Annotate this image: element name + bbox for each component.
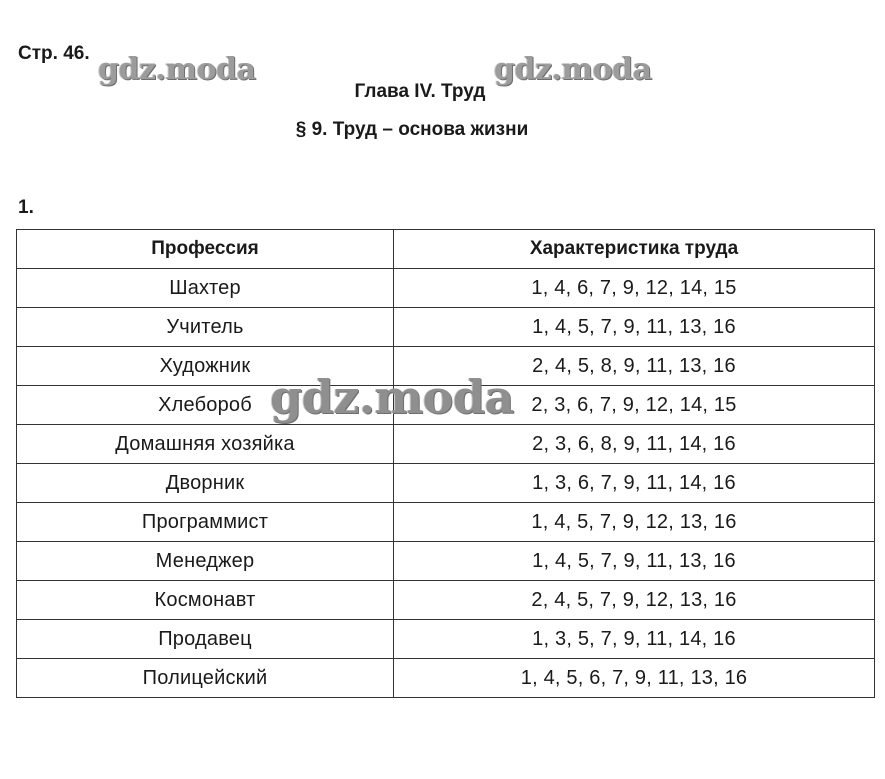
- characteristics-cell: 1, 4, 5, 7, 9, 12, 13, 16: [394, 503, 875, 542]
- table-row: [17, 659, 875, 698]
- characteristics-cell: 2, 4, 5, 8, 9, 11, 13, 16: [394, 347, 875, 386]
- table-header-row: [17, 230, 875, 269]
- profession-cell: Домашняя хозяйка: [17, 425, 394, 464]
- table-row: [17, 620, 875, 659]
- task-number: 1.: [18, 197, 34, 218]
- table-row: [17, 425, 875, 464]
- watermark: gdz.moda: [98, 52, 256, 87]
- answer-table: [16, 229, 875, 698]
- profession-cell: Космонавт: [17, 581, 394, 620]
- characteristics-cell: 2, 3, 6, 8, 9, 11, 14, 16: [394, 425, 875, 464]
- page-number: Стр. 46.: [18, 43, 90, 64]
- characteristics-cell: 1, 4, 5, 6, 7, 9, 11, 13, 16: [394, 659, 875, 698]
- table-row: [17, 308, 875, 347]
- profession-cell: Полицейский: [17, 659, 394, 698]
- table-row: [17, 503, 875, 542]
- column-header-profession: Профессия: [17, 230, 394, 269]
- section-title: § 9. Труд – основа жизни: [295, 119, 529, 140]
- table-row: [17, 542, 875, 581]
- characteristics-cell: 2, 3, 6, 7, 9, 12, 14, 15: [394, 386, 875, 425]
- characteristics-cell: 1, 3, 5, 7, 9, 11, 14, 16: [394, 620, 875, 659]
- characteristics-cell: 2, 4, 5, 7, 9, 12, 13, 16: [394, 581, 875, 620]
- table-row: [17, 386, 875, 425]
- table-row: [17, 347, 875, 386]
- characteristics-cell: 1, 4, 6, 7, 9, 12, 14, 15: [394, 269, 875, 308]
- table-row: [17, 269, 875, 308]
- profession-cell: Программист: [17, 503, 394, 542]
- profession-cell: Хлебороб: [17, 386, 394, 425]
- column-header-characteristics: Характеристика труда: [394, 230, 875, 269]
- watermark: gdz.moda: [494, 52, 652, 87]
- profession-cell: Шахтер: [17, 269, 394, 308]
- characteristics-cell: 1, 4, 5, 7, 9, 11, 13, 16: [394, 542, 875, 581]
- profession-cell: Художник: [17, 347, 394, 386]
- profession-cell: Учитель: [17, 308, 394, 347]
- profession-cell: Продавец: [17, 620, 394, 659]
- profession-cell: Дворник: [17, 464, 394, 503]
- characteristics-cell: 1, 4, 5, 7, 9, 11, 13, 16: [394, 308, 875, 347]
- table-row: [17, 581, 875, 620]
- profession-cell: Менеджер: [17, 542, 394, 581]
- chapter-title: Глава IV. Труд: [354, 81, 486, 102]
- watermark: gdz.moda: [270, 370, 514, 424]
- characteristics-cell: 1, 3, 6, 7, 9, 11, 14, 16: [394, 464, 875, 503]
- table-row: [17, 464, 875, 503]
